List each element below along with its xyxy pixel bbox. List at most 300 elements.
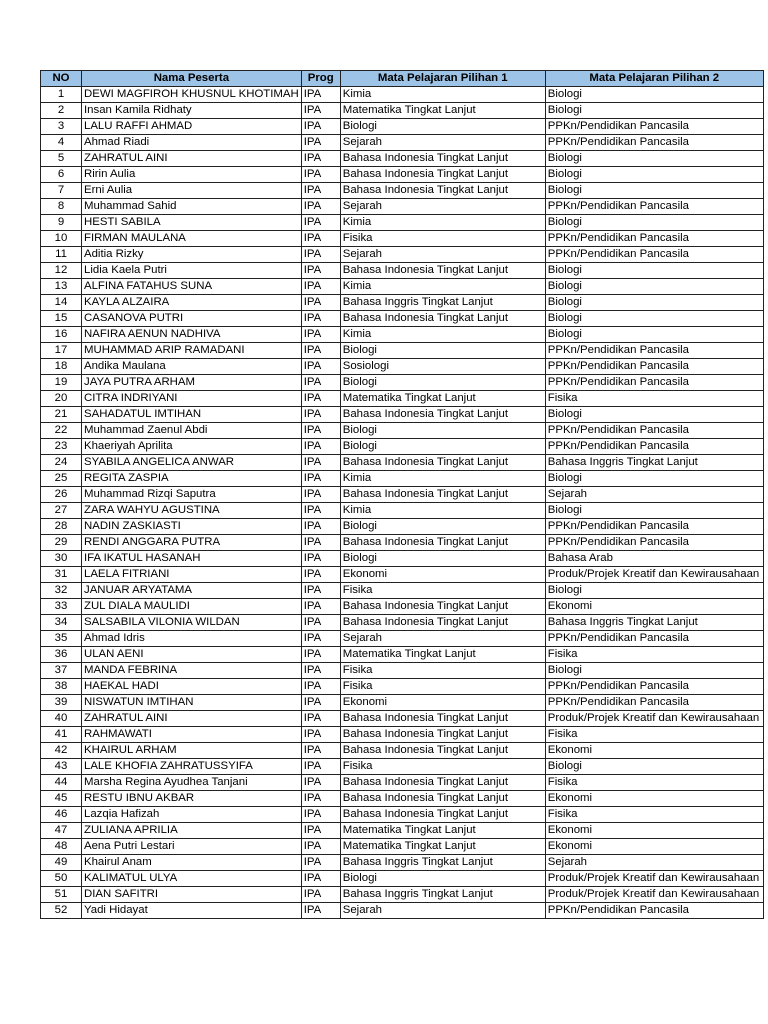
table-row bbox=[41, 247, 764, 263]
cell-pilihan-1: Ekonomi bbox=[340, 567, 545, 583]
cell-pilihan-2: PPKn/Pendidikan Pancasila bbox=[545, 631, 763, 647]
cell-pilihan-2: Fisika bbox=[545, 647, 763, 663]
cell-nama-peserta: RAHMAWATI bbox=[82, 727, 302, 743]
cell-nama-peserta: LAELA FITRIANI bbox=[82, 567, 302, 583]
cell-nama-peserta: SALSABILA VILONIA WILDAN bbox=[82, 615, 302, 631]
cell-no: 40 bbox=[41, 711, 82, 727]
cell-no: 15 bbox=[41, 311, 82, 327]
cell-pilihan-1: Sejarah bbox=[340, 247, 545, 263]
cell-pilihan-1: Bahasa Inggris Tingkat Lanjut bbox=[340, 295, 545, 311]
cell-pilihan-1: Bahasa Inggris Tingkat Lanjut bbox=[340, 887, 545, 903]
cell-prog: IPA bbox=[301, 647, 340, 663]
cell-pilihan-1: Bahasa Indonesia Tingkat Lanjut bbox=[340, 791, 545, 807]
cell-pilihan-2: Sejarah bbox=[545, 855, 763, 871]
cell-pilihan-2: PPKn/Pendidikan Pancasila bbox=[545, 535, 763, 551]
cell-pilihan-1: Biologi bbox=[340, 551, 545, 567]
table-row bbox=[41, 279, 764, 295]
cell-pilihan-1: Bahasa Indonesia Tingkat Lanjut bbox=[340, 487, 545, 503]
cell-pilihan-1: Fisika bbox=[340, 663, 545, 679]
cell-pilihan-2: PPKn/Pendidikan Pancasila bbox=[545, 199, 763, 215]
cell-pilihan-1: Biologi bbox=[340, 375, 545, 391]
table-row bbox=[41, 503, 764, 519]
cell-nama-peserta: ZAHRATUL AINI bbox=[82, 711, 302, 727]
cell-pilihan-1: Sejarah bbox=[340, 199, 545, 215]
cell-nama-peserta: KHAIRUL ARHAM bbox=[82, 743, 302, 759]
cell-prog: IPA bbox=[301, 823, 340, 839]
header-nama-peserta: Nama Peserta bbox=[82, 71, 302, 87]
cell-no: 51 bbox=[41, 887, 82, 903]
cell-prog: IPA bbox=[301, 199, 340, 215]
cell-pilihan-1: Bahasa Indonesia Tingkat Lanjut bbox=[340, 167, 545, 183]
table-row bbox=[41, 551, 764, 567]
cell-pilihan-1: Matematika Tingkat Lanjut bbox=[340, 103, 545, 119]
cell-pilihan-1: Sosiologi bbox=[340, 359, 545, 375]
cell-pilihan-2: Biologi bbox=[545, 327, 763, 343]
header-pilihan-2: Mata Pelajaran Pilihan 2 bbox=[545, 71, 763, 87]
cell-nama-peserta: MANDA FEBRINA bbox=[82, 663, 302, 679]
cell-no: 22 bbox=[41, 423, 82, 439]
table-row bbox=[41, 583, 764, 599]
table-row bbox=[41, 295, 764, 311]
cell-nama-peserta: JANUAR ARYATAMA bbox=[82, 583, 302, 599]
cell-no: 52 bbox=[41, 903, 82, 919]
cell-pilihan-1: Bahasa Inggris Tingkat Lanjut bbox=[340, 855, 545, 871]
cell-pilihan-2: Fisika bbox=[545, 807, 763, 823]
table-row bbox=[41, 455, 764, 471]
cell-pilihan-2: Sejarah bbox=[545, 487, 763, 503]
cell-pilihan-2: Produk/Projek Kreatif dan Kewirausahaan bbox=[545, 567, 763, 583]
cell-no: 49 bbox=[41, 855, 82, 871]
cell-no: 31 bbox=[41, 567, 82, 583]
cell-pilihan-2: PPKn/Pendidikan Pancasila bbox=[545, 423, 763, 439]
cell-pilihan-1: Matematika Tingkat Lanjut bbox=[340, 647, 545, 663]
cell-prog: IPA bbox=[301, 135, 340, 151]
table-row bbox=[41, 871, 764, 887]
table-row bbox=[41, 327, 764, 343]
cell-prog: IPA bbox=[301, 887, 340, 903]
cell-pilihan-2: Biologi bbox=[545, 263, 763, 279]
cell-prog: IPA bbox=[301, 327, 340, 343]
cell-no: 32 bbox=[41, 583, 82, 599]
table-row bbox=[41, 343, 764, 359]
cell-pilihan-2: Produk/Projek Kreatif dan Kewirausahaan bbox=[545, 887, 763, 903]
cell-pilihan-2: Biologi bbox=[545, 311, 763, 327]
table-body bbox=[41, 87, 764, 919]
table-row bbox=[41, 903, 764, 919]
cell-no: 9 bbox=[41, 215, 82, 231]
cell-no: 30 bbox=[41, 551, 82, 567]
cell-no: 50 bbox=[41, 871, 82, 887]
cell-no: 28 bbox=[41, 519, 82, 535]
cell-prog: IPA bbox=[301, 455, 340, 471]
cell-pilihan-1: Matematika Tingkat Lanjut bbox=[340, 391, 545, 407]
cell-prog: IPA bbox=[301, 711, 340, 727]
cell-pilihan-1: Kimia bbox=[340, 503, 545, 519]
cell-pilihan-2: PPKn/Pendidikan Pancasila bbox=[545, 903, 763, 919]
table-row bbox=[41, 631, 764, 647]
cell-prog: IPA bbox=[301, 599, 340, 615]
cell-prog: IPA bbox=[301, 391, 340, 407]
cell-no: 33 bbox=[41, 599, 82, 615]
cell-prog: IPA bbox=[301, 407, 340, 423]
cell-pilihan-2: Bahasa Inggris Tingkat Lanjut bbox=[545, 455, 763, 471]
cell-prog: IPA bbox=[301, 471, 340, 487]
cell-prog: IPA bbox=[301, 663, 340, 679]
cell-no: 10 bbox=[41, 231, 82, 247]
cell-no: 23 bbox=[41, 439, 82, 455]
cell-prog: IPA bbox=[301, 679, 340, 695]
cell-pilihan-1: Kimia bbox=[340, 327, 545, 343]
cell-pilihan-1: Bahasa Indonesia Tingkat Lanjut bbox=[340, 311, 545, 327]
table-row bbox=[41, 567, 764, 583]
cell-nama-peserta: RENDI ANGGARA PUTRA bbox=[82, 535, 302, 551]
cell-prog: IPA bbox=[301, 567, 340, 583]
cell-prog: IPA bbox=[301, 551, 340, 567]
cell-nama-peserta: LALU RAFFI AHMAD bbox=[82, 119, 302, 135]
cell-no: 42 bbox=[41, 743, 82, 759]
cell-nama-peserta: MUHAMMAD ARIP RAMADANI bbox=[82, 343, 302, 359]
table-header-row bbox=[41, 71, 764, 87]
cell-prog: IPA bbox=[301, 231, 340, 247]
cell-no: 44 bbox=[41, 775, 82, 791]
table-row bbox=[41, 471, 764, 487]
cell-prog: IPA bbox=[301, 103, 340, 119]
cell-nama-peserta: Ririn Aulia bbox=[82, 167, 302, 183]
table-row bbox=[41, 151, 764, 167]
cell-no: 45 bbox=[41, 791, 82, 807]
cell-pilihan-2: Bahasa Arab bbox=[545, 551, 763, 567]
cell-nama-peserta: RESTU IBNU AKBAR bbox=[82, 791, 302, 807]
cell-pilihan-2: PPKn/Pendidikan Pancasila bbox=[545, 679, 763, 695]
cell-prog: IPA bbox=[301, 87, 340, 103]
cell-pilihan-2: Fisika bbox=[545, 391, 763, 407]
cell-pilihan-2: Biologi bbox=[545, 503, 763, 519]
cell-pilihan-1: Bahasa Indonesia Tingkat Lanjut bbox=[340, 775, 545, 791]
cell-nama-peserta: JAYA PUTRA ARHAM bbox=[82, 375, 302, 391]
cell-no: 4 bbox=[41, 135, 82, 151]
cell-pilihan-2: Biologi bbox=[545, 87, 763, 103]
table-row bbox=[41, 263, 764, 279]
table-row bbox=[41, 855, 764, 871]
cell-nama-peserta: Lazqia Hafizah bbox=[82, 807, 302, 823]
cell-prog: IPA bbox=[301, 359, 340, 375]
cell-nama-peserta: Lidia Kaela Putri bbox=[82, 263, 302, 279]
table-row bbox=[41, 727, 764, 743]
cell-no: 19 bbox=[41, 375, 82, 391]
cell-pilihan-1: Bahasa Indonesia Tingkat Lanjut bbox=[340, 727, 545, 743]
cell-nama-peserta: Aditia Rizky bbox=[82, 247, 302, 263]
cell-nama-peserta: REGITA ZASPIA bbox=[82, 471, 302, 487]
cell-pilihan-2: Ekonomi bbox=[545, 791, 763, 807]
cell-nama-peserta: Yadi Hidayat bbox=[82, 903, 302, 919]
cell-pilihan-1: Biologi bbox=[340, 119, 545, 135]
cell-prog: IPA bbox=[301, 583, 340, 599]
cell-no: 43 bbox=[41, 759, 82, 775]
cell-prog: IPA bbox=[301, 295, 340, 311]
cell-no: 8 bbox=[41, 199, 82, 215]
cell-pilihan-2: Biologi bbox=[545, 151, 763, 167]
cell-nama-peserta: Muhammad Rizqi Saputra bbox=[82, 487, 302, 503]
cell-pilihan-2: Produk/Projek Kreatif dan Kewirausahaan bbox=[545, 871, 763, 887]
cell-pilihan-1: Bahasa Indonesia Tingkat Lanjut bbox=[340, 263, 545, 279]
cell-pilihan-1: Fisika bbox=[340, 231, 545, 247]
cell-nama-peserta: Marsha Regina Ayudhea Tanjani bbox=[82, 775, 302, 791]
cell-prog: IPA bbox=[301, 263, 340, 279]
cell-no: 41 bbox=[41, 727, 82, 743]
cell-no: 18 bbox=[41, 359, 82, 375]
table-row bbox=[41, 615, 764, 631]
cell-pilihan-1: Biologi bbox=[340, 343, 545, 359]
cell-pilihan-1: Bahasa Indonesia Tingkat Lanjut bbox=[340, 807, 545, 823]
cell-no: 48 bbox=[41, 839, 82, 855]
table-row bbox=[41, 167, 764, 183]
cell-pilihan-2: Fisika bbox=[545, 775, 763, 791]
table-row bbox=[41, 487, 764, 503]
cell-pilihan-2: Biologi bbox=[545, 407, 763, 423]
cell-pilihan-1: Bahasa Indonesia Tingkat Lanjut bbox=[340, 711, 545, 727]
cell-nama-peserta: DIAN SAFITRI bbox=[82, 887, 302, 903]
table-row bbox=[41, 839, 764, 855]
cell-pilihan-2: Biologi bbox=[545, 215, 763, 231]
cell-prog: IPA bbox=[301, 759, 340, 775]
cell-no: 38 bbox=[41, 679, 82, 695]
cell-nama-peserta: HAEKAL HADI bbox=[82, 679, 302, 695]
table-row bbox=[41, 791, 764, 807]
table-row bbox=[41, 311, 764, 327]
cell-prog: IPA bbox=[301, 855, 340, 871]
cell-pilihan-1: Fisika bbox=[340, 679, 545, 695]
cell-no: 29 bbox=[41, 535, 82, 551]
cell-nama-peserta: Muhammad Sahid bbox=[82, 199, 302, 215]
table-row bbox=[41, 519, 764, 535]
cell-no: 2 bbox=[41, 103, 82, 119]
cell-pilihan-1: Biologi bbox=[340, 871, 545, 887]
table-row bbox=[41, 199, 764, 215]
cell-no: 34 bbox=[41, 615, 82, 631]
cell-nama-peserta: Muhammad Zaenul Abdi bbox=[82, 423, 302, 439]
cell-prog: IPA bbox=[301, 439, 340, 455]
cell-nama-peserta: LALE KHOFIA ZAHRATUSSYIFA bbox=[82, 759, 302, 775]
cell-prog: IPA bbox=[301, 279, 340, 295]
cell-prog: IPA bbox=[301, 503, 340, 519]
cell-nama-peserta: NAFIRA AENUN NADHIVA bbox=[82, 327, 302, 343]
cell-pilihan-1: Bahasa Indonesia Tingkat Lanjut bbox=[340, 183, 545, 199]
cell-nama-peserta: Erni Aulia bbox=[82, 183, 302, 199]
cell-no: 12 bbox=[41, 263, 82, 279]
cell-nama-peserta: CITRA INDRIYANI bbox=[82, 391, 302, 407]
cell-pilihan-2: Biologi bbox=[545, 583, 763, 599]
cell-pilihan-2: PPKn/Pendidikan Pancasila bbox=[545, 119, 763, 135]
cell-nama-peserta: Khaeriyah Aprilita bbox=[82, 439, 302, 455]
cell-no: 13 bbox=[41, 279, 82, 295]
cell-nama-peserta: ZULIANA APRILIA bbox=[82, 823, 302, 839]
cell-nama-peserta: KALIMATUL ULYA bbox=[82, 871, 302, 887]
table-row bbox=[41, 535, 764, 551]
cell-no: 1 bbox=[41, 87, 82, 103]
cell-nama-peserta: SAHADATUL IMTIHAN bbox=[82, 407, 302, 423]
table-row bbox=[41, 695, 764, 711]
table-row bbox=[41, 823, 764, 839]
cell-pilihan-1: Kimia bbox=[340, 471, 545, 487]
cell-pilihan-1: Biologi bbox=[340, 439, 545, 455]
cell-pilihan-1: Bahasa Indonesia Tingkat Lanjut bbox=[340, 535, 545, 551]
table-row bbox=[41, 711, 764, 727]
cell-pilihan-2: Ekonomi bbox=[545, 743, 763, 759]
cell-prog: IPA bbox=[301, 183, 340, 199]
cell-nama-peserta: Ahmad Riadi bbox=[82, 135, 302, 151]
cell-pilihan-1: Kimia bbox=[340, 87, 545, 103]
table-row bbox=[41, 183, 764, 199]
table-row bbox=[41, 215, 764, 231]
cell-no: 35 bbox=[41, 631, 82, 647]
cell-no: 37 bbox=[41, 663, 82, 679]
cell-prog: IPA bbox=[301, 119, 340, 135]
table-row bbox=[41, 679, 764, 695]
cell-pilihan-2: Biologi bbox=[545, 103, 763, 119]
cell-prog: IPA bbox=[301, 807, 340, 823]
cell-pilihan-1: Kimia bbox=[340, 215, 545, 231]
cell-no: 14 bbox=[41, 295, 82, 311]
table-row bbox=[41, 407, 764, 423]
cell-pilihan-1: Matematika Tingkat Lanjut bbox=[340, 823, 545, 839]
table-row bbox=[41, 807, 764, 823]
cell-no: 47 bbox=[41, 823, 82, 839]
header-pilihan-1: Mata Pelajaran Pilihan 1 bbox=[340, 71, 545, 87]
cell-no: 39 bbox=[41, 695, 82, 711]
table-row bbox=[41, 103, 764, 119]
cell-pilihan-2: Biologi bbox=[545, 279, 763, 295]
cell-prog: IPA bbox=[301, 631, 340, 647]
cell-pilihan-1: Bahasa Indonesia Tingkat Lanjut bbox=[340, 455, 545, 471]
cell-no: 6 bbox=[41, 167, 82, 183]
cell-nama-peserta: Khairul Anam bbox=[82, 855, 302, 871]
cell-no: 7 bbox=[41, 183, 82, 199]
cell-pilihan-2: PPKn/Pendidikan Pancasila bbox=[545, 231, 763, 247]
table-row bbox=[41, 87, 764, 103]
table-row bbox=[41, 743, 764, 759]
cell-no: 20 bbox=[41, 391, 82, 407]
cell-no: 5 bbox=[41, 151, 82, 167]
cell-nama-peserta: NISWATUN IMTIHAN bbox=[82, 695, 302, 711]
header-prog: Prog bbox=[301, 71, 340, 87]
cell-pilihan-1: Sejarah bbox=[340, 903, 545, 919]
cell-no: 21 bbox=[41, 407, 82, 423]
cell-no: 11 bbox=[41, 247, 82, 263]
cell-no: 25 bbox=[41, 471, 82, 487]
cell-pilihan-2: Biologi bbox=[545, 471, 763, 487]
cell-prog: IPA bbox=[301, 839, 340, 855]
table-row bbox=[41, 599, 764, 615]
cell-no: 27 bbox=[41, 503, 82, 519]
cell-nama-peserta: ZARA WAHYU AGUSTINA bbox=[82, 503, 302, 519]
cell-pilihan-2: Bahasa Inggris Tingkat Lanjut bbox=[545, 615, 763, 631]
cell-prog: IPA bbox=[301, 167, 340, 183]
cell-pilihan-1: Ekonomi bbox=[340, 695, 545, 711]
cell-prog: IPA bbox=[301, 743, 340, 759]
cell-pilihan-1: Sejarah bbox=[340, 135, 545, 151]
cell-pilihan-1: Bahasa Indonesia Tingkat Lanjut bbox=[340, 615, 545, 631]
cell-nama-peserta: Andika Maulana bbox=[82, 359, 302, 375]
cell-prog: IPA bbox=[301, 343, 340, 359]
table-row bbox=[41, 663, 764, 679]
cell-pilihan-1: Sejarah bbox=[340, 631, 545, 647]
cell-pilihan-1: Biologi bbox=[340, 423, 545, 439]
table-row bbox=[41, 231, 764, 247]
table-row bbox=[41, 439, 764, 455]
cell-prog: IPA bbox=[301, 615, 340, 631]
cell-pilihan-1: Bahasa Indonesia Tingkat Lanjut bbox=[340, 151, 545, 167]
cell-no: 36 bbox=[41, 647, 82, 663]
cell-prog: IPA bbox=[301, 871, 340, 887]
cell-prog: IPA bbox=[301, 903, 340, 919]
cell-nama-peserta: SYABILA ANGELICA ANWAR bbox=[82, 455, 302, 471]
cell-prog: IPA bbox=[301, 247, 340, 263]
cell-nama-peserta: KAYLA ALZAIRA bbox=[82, 295, 302, 311]
cell-pilihan-1: Biologi bbox=[340, 519, 545, 535]
cell-prog: IPA bbox=[301, 791, 340, 807]
cell-pilihan-2: Biologi bbox=[545, 663, 763, 679]
cell-pilihan-1: Bahasa Indonesia Tingkat Lanjut bbox=[340, 743, 545, 759]
cell-nama-peserta: ULAN AENI bbox=[82, 647, 302, 663]
cell-nama-peserta: ZAHRATUL AINI bbox=[82, 151, 302, 167]
cell-pilihan-2: PPKn/Pendidikan Pancasila bbox=[545, 135, 763, 151]
table-row bbox=[41, 135, 764, 151]
cell-pilihan-2: Ekonomi bbox=[545, 599, 763, 615]
cell-prog: IPA bbox=[301, 151, 340, 167]
table-row bbox=[41, 423, 764, 439]
header-no: NO bbox=[41, 71, 82, 87]
cell-pilihan-2: PPKn/Pendidikan Pancasila bbox=[545, 519, 763, 535]
cell-nama-peserta: ZUL DIALA MAULIDI bbox=[82, 599, 302, 615]
cell-pilihan-2: Ekonomi bbox=[545, 823, 763, 839]
table-row bbox=[41, 647, 764, 663]
cell-prog: IPA bbox=[301, 775, 340, 791]
table-row bbox=[41, 359, 764, 375]
cell-pilihan-1: Bahasa Indonesia Tingkat Lanjut bbox=[340, 407, 545, 423]
cell-pilihan-1: Fisika bbox=[340, 583, 545, 599]
table-row bbox=[41, 775, 764, 791]
cell-no: 17 bbox=[41, 343, 82, 359]
cell-nama-peserta: HESTI SABILA bbox=[82, 215, 302, 231]
cell-prog: IPA bbox=[301, 727, 340, 743]
cell-nama-peserta: Insan Kamila Ridhaty bbox=[82, 103, 302, 119]
cell-prog: IPA bbox=[301, 215, 340, 231]
cell-pilihan-1: Bahasa Indonesia Tingkat Lanjut bbox=[340, 599, 545, 615]
cell-nama-peserta: NADIN ZASKIASTI bbox=[82, 519, 302, 535]
cell-pilihan-2: PPKn/Pendidikan Pancasila bbox=[545, 247, 763, 263]
cell-pilihan-2: Produk/Projek Kreatif dan Kewirausahaan bbox=[545, 711, 763, 727]
cell-pilihan-2: PPKn/Pendidikan Pancasila bbox=[545, 343, 763, 359]
cell-no: 46 bbox=[41, 807, 82, 823]
cell-nama-peserta: Aena Putri Lestari bbox=[82, 839, 302, 855]
cell-pilihan-2: PPKn/Pendidikan Pancasila bbox=[545, 439, 763, 455]
table-row bbox=[41, 391, 764, 407]
cell-pilihan-2: PPKn/Pendidikan Pancasila bbox=[545, 695, 763, 711]
cell-no: 16 bbox=[41, 327, 82, 343]
cell-pilihan-1: Matematika Tingkat Lanjut bbox=[340, 839, 545, 855]
cell-pilihan-2: Ekonomi bbox=[545, 839, 763, 855]
table-row bbox=[41, 887, 764, 903]
cell-prog: IPA bbox=[301, 695, 340, 711]
cell-pilihan-2: PPKn/Pendidikan Pancasila bbox=[545, 359, 763, 375]
table-row bbox=[41, 759, 764, 775]
cell-nama-peserta: Ahmad Idris bbox=[82, 631, 302, 647]
table-row bbox=[41, 119, 764, 135]
cell-prog: IPA bbox=[301, 519, 340, 535]
cell-prog: IPA bbox=[301, 311, 340, 327]
cell-pilihan-2: Biologi bbox=[545, 183, 763, 199]
cell-pilihan-2: Biologi bbox=[545, 759, 763, 775]
